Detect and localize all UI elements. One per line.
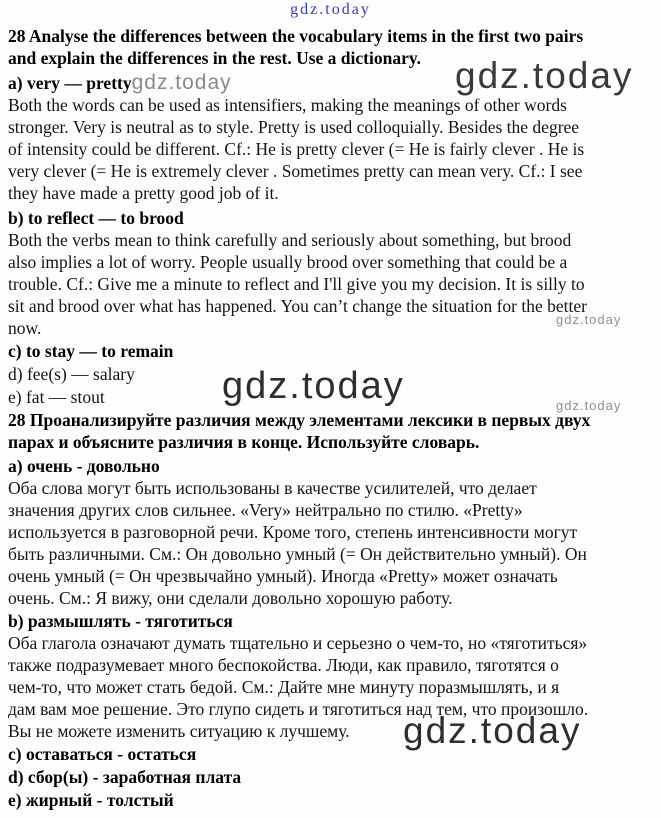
russian-para-b-line: также подразумевает много беспокойства. Люди, как правило, тяготятся о <box>8 655 559 675</box>
english-para-a-line: of intensity could be different. Cf.: He is pretty clever (= He is fairly clever . He is <box>8 139 585 159</box>
document-body <box>8 25 658 812</box>
watermark-mid-right-1: gdz.today <box>556 312 622 327</box>
russian-para-b-line: дам вам мое решение. Это глупо сидеть и тяготиться над тем, что произошло. <box>8 699 589 719</box>
russian-para-b-line: чем-то, что может стать бедой. См.: Дайте мне минуту поразмышлять, и я <box>8 677 560 697</box>
english-para-b-line: trouble. Cf.: Give me a minute to reflect and I'll give you my decision. It is silly to <box>8 274 585 294</box>
russian-para-a-line: значения других слов сильнее. «Very» нейтрально по стилю. «Pretty» <box>8 500 523 520</box>
english-para-a-line: they have made a pretty good job of it. <box>8 183 279 203</box>
watermark-mid-right-2: gdz.today <box>556 398 622 413</box>
english-para-b-line: also implies a lot of worry. People usually brood over something that could be a <box>8 252 568 272</box>
english-pair-e: e) fat — stout <box>8 387 105 407</box>
english-task-heading-line1: 28 Analyse the differences between the vocabulary items in the first two pairs <box>8 26 584 46</box>
russian-para-b-line: Вы не можете изменить ситуацию к лучшему. <box>8 721 350 741</box>
watermark-bottom-right: gdz.today <box>403 710 582 751</box>
russian-pair-d: d) сбор(ы) - заработная плата <box>8 767 242 787</box>
english-para-b-line: now. <box>8 318 42 338</box>
russian-para-a-line: Оба слова могут быть использованы в качестве усилителей, что делает <box>8 478 537 498</box>
english-para-a-line: Both the words can be used as intensifiers, making the meanings of other words <box>8 95 567 115</box>
english-task-heading-line2: and explain the differences in the rest. Use a dictionary. <box>8 48 422 68</box>
english-pair-b: b) to reflect — to brood <box>8 208 184 228</box>
english-pair-d: d) fee(s) — salary <box>8 364 135 384</box>
russian-task-heading-line1: 28 Проанализируйте различия между элементами лексики в первых двух <box>8 410 591 430</box>
english-pair-a: a) very — pretty <box>8 73 132 93</box>
watermark-center: gdz.today <box>222 365 405 407</box>
watermark-top-right: gdz.today <box>455 55 634 96</box>
english-para-a-line: stronger. Very is neutral as to style. Pretty is used colloquially. Besides the degree <box>8 117 580 137</box>
english-para-b-line: Both the verbs mean to think carefully and seriously about something, but brood <box>8 230 572 250</box>
russian-para-a-line: используется в разговорной речи. Кроме того, степень интенсивности могут <box>8 522 578 542</box>
watermark-inline: gdz.today <box>131 71 232 94</box>
russian-pair-a: а) очень - довольно <box>8 456 160 476</box>
russian-para-b-line: Оба глагола означают думать тщательно и серьезно о чем-то, но «тяготиться» <box>8 633 588 653</box>
russian-para-a-line: быть различными. См.: Он довольно умный (= Он действительно умный). Он <box>8 544 587 564</box>
english-pair-c: c) to stay — to remain <box>8 341 174 361</box>
russian-para-a-line: очень. См.: Я вижу, они сделали довольно хорошую работу. <box>8 588 453 608</box>
russian-pair-b: b) размышлять - тяготиться <box>8 611 233 631</box>
watermark-top-blue: gdz.today <box>290 1 371 18</box>
russian-pair-c: c) оставаться - остаться <box>8 744 197 764</box>
english-para-b-line: sit and brood over what has happened. You can’t change the situation for the better <box>8 296 587 316</box>
russian-para-a-line: очень умный (= Он чрезвычайно умный). Иногда «Pretty» может означать <box>8 566 558 586</box>
russian-pair-e: е) жирный - толстый <box>8 790 174 810</box>
russian-task-heading-line2: парах и объясните различия в конце. Используйте словарь. <box>8 432 480 452</box>
english-pair-a-row <box>8 72 658 94</box>
english-para-a-line: very clever (= He is extremely clever . Sometimes pretty can mean very. Cf.: I see <box>8 161 583 181</box>
